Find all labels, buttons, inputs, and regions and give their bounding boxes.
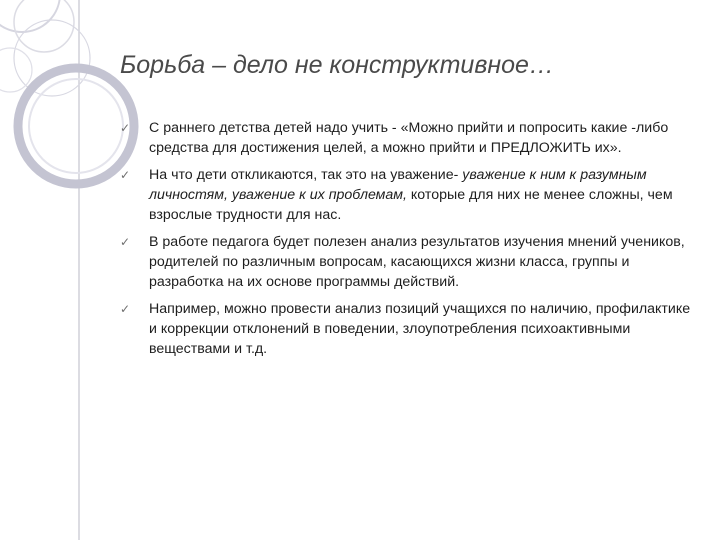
bullet-item [120, 299, 700, 359]
bullet-text: Например, можно провести анализ позиций учащихся по наличию, профилактике и коррекции отклонений в поведении, злоупотребления психоактивными веществами и т.д. [149, 301, 691, 357]
slide-title: Борьба – дело не конструктивное… [120, 51, 554, 79]
bullet-item [120, 118, 700, 158]
bullet-item [120, 232, 700, 292]
bullet-text-continued: которые для них не менее сложны, чем взрослые трудности для нас. [149, 187, 673, 223]
bullet-text: На что дети откликаются, так это на уважение- [149, 167, 463, 183]
bullet-list [120, 118, 700, 366]
check-mark-icon: ✓ [120, 235, 131, 249]
bullet-item [120, 165, 700, 225]
bullet-emphasis-text: уважение к ним к разумным личностям, уважение к их проблемам, [149, 167, 647, 203]
check-mark-icon: ✓ [120, 168, 131, 182]
check-mark-icon: ✓ [120, 121, 131, 135]
decorative-ring-large [18, 68, 134, 184]
bullet-text: В работе педагога будет полезен анализ результатов изучения мнений учеников, родителей по различным вопросам, касающихся жизни класса, группы и разработка на их основе программы действий. [149, 234, 685, 290]
bullet-text: С раннего детства детей надо учить - «Можно прийти и попросить какие -либо средства для достижения целей, а можно прийти и ПРЕДЛОЖИТЬ их». [149, 120, 669, 156]
check-mark-icon: ✓ [120, 302, 131, 316]
decorative-ring-large-inner [29, 79, 123, 173]
